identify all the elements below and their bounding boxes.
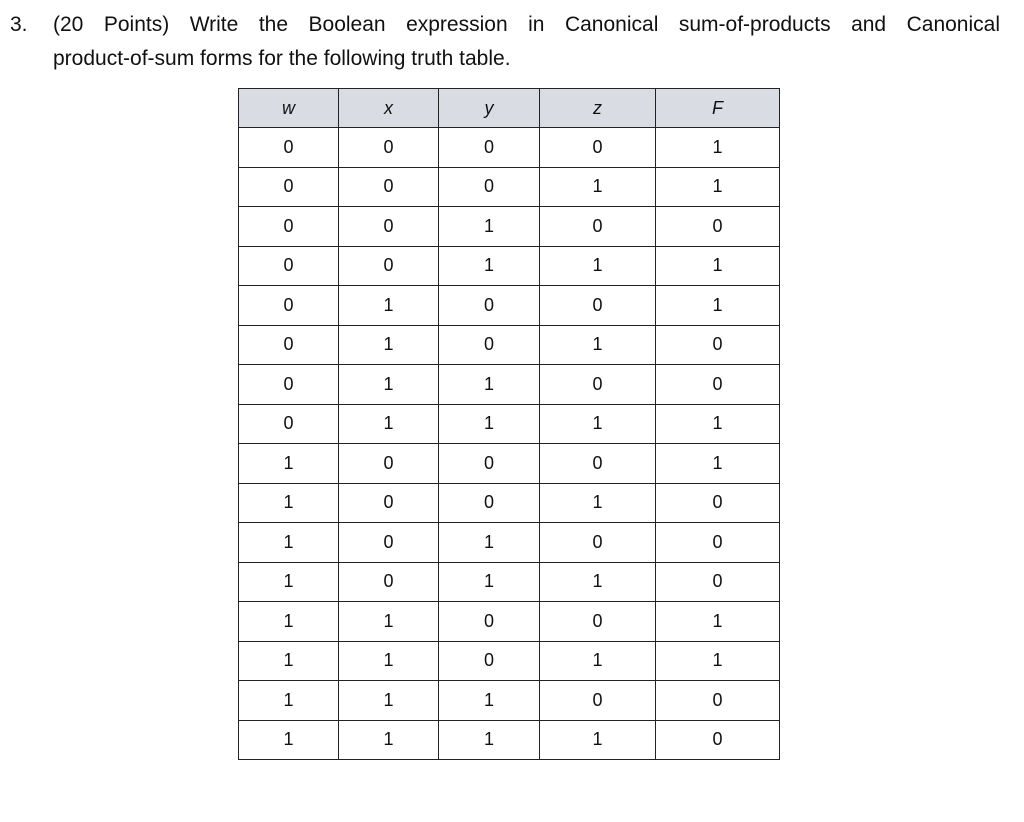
table-cell: 0 <box>439 641 540 681</box>
table-cell: 0 <box>656 562 780 602</box>
table-cell: 0 <box>339 246 439 286</box>
table-cell: 1 <box>540 641 656 681</box>
table-cell: 0 <box>339 562 439 602</box>
table-cell: 0 <box>339 523 439 563</box>
table-row <box>239 444 780 484</box>
table-cell: 1 <box>239 641 339 681</box>
table-cell: 0 <box>540 523 656 563</box>
table-row <box>239 562 780 602</box>
table-cell: 1 <box>656 641 780 681</box>
table-cell: 1 <box>656 246 780 286</box>
table-cell: 1 <box>439 681 540 721</box>
table-cell: 0 <box>439 286 540 326</box>
table-cell: 1 <box>439 246 540 286</box>
table-cell: 1 <box>339 365 439 405</box>
table-cell: 0 <box>439 602 540 642</box>
table-cell: 0 <box>239 207 339 247</box>
table-cell: 0 <box>339 207 439 247</box>
truth-table-body <box>239 128 780 760</box>
table-cell: 1 <box>540 167 656 207</box>
table-row <box>239 246 780 286</box>
table-cell: 1 <box>656 128 780 168</box>
table-cell: 1 <box>239 720 339 760</box>
table-cell: 1 <box>656 404 780 444</box>
table-cell: 0 <box>656 720 780 760</box>
table-cell: 0 <box>540 286 656 326</box>
table-cell: 1 <box>239 444 339 484</box>
table-cell: 0 <box>239 404 339 444</box>
table-row <box>239 720 780 760</box>
table-row <box>239 325 780 365</box>
table-cell: 1 <box>540 325 656 365</box>
table-cell: 0 <box>439 325 540 365</box>
column-header-1: x <box>339 89 439 128</box>
table-cell: 1 <box>239 523 339 563</box>
table-row <box>239 167 780 207</box>
table-cell: 1 <box>540 562 656 602</box>
table-cell: 1 <box>239 562 339 602</box>
table-cell: 1 <box>239 681 339 721</box>
table-cell: 0 <box>540 681 656 721</box>
table-cell: 0 <box>339 483 439 523</box>
table-cell: 1 <box>540 404 656 444</box>
table-cell: 0 <box>239 167 339 207</box>
table-cell: 1 <box>339 325 439 365</box>
table-row <box>239 207 780 247</box>
table-cell: 0 <box>656 365 780 405</box>
question-number: 3. <box>10 13 28 36</box>
table-cell: 0 <box>656 523 780 563</box>
table-cell: 0 <box>239 286 339 326</box>
table-cell: 0 <box>239 325 339 365</box>
table-cell: 0 <box>540 444 656 484</box>
question-text <box>53 8 1000 76</box>
table-cell: 1 <box>540 246 656 286</box>
table-cell: 0 <box>239 246 339 286</box>
table-cell: 1 <box>239 483 339 523</box>
table-cell: 0 <box>339 167 439 207</box>
truth-table-header-row <box>239 89 780 128</box>
table-cell: 1 <box>339 720 439 760</box>
table-cell: 0 <box>339 128 439 168</box>
column-header-4: F <box>656 89 780 128</box>
table-cell: 1 <box>439 365 540 405</box>
column-header-0: w <box>239 89 339 128</box>
table-cell: 0 <box>439 128 540 168</box>
table-row <box>239 128 780 168</box>
table-cell: 1 <box>339 681 439 721</box>
table-row <box>239 681 780 721</box>
table-cell: 0 <box>540 365 656 405</box>
table-cell: 1 <box>339 404 439 444</box>
table-cell: 0 <box>439 483 540 523</box>
column-header-2: y <box>439 89 540 128</box>
question-text-line-1: (20 Points) Write the Boolean expression in Canonical sum-of-products and Canonical <box>53 13 1000 36</box>
table-cell: 1 <box>439 404 540 444</box>
table-cell: 1 <box>439 207 540 247</box>
table-cell: 0 <box>656 325 780 365</box>
table-cell: 1 <box>239 602 339 642</box>
table-cell: 1 <box>540 720 656 760</box>
column-header-3: z <box>540 89 656 128</box>
table-cell: 1 <box>339 602 439 642</box>
table-cell: 0 <box>540 128 656 168</box>
table-row <box>239 523 780 563</box>
question-text-line-2: product-of-sum forms for the following truth table. <box>53 47 511 70</box>
table-cell: 0 <box>439 444 540 484</box>
table-cell: 0 <box>656 681 780 721</box>
table-cell: 1 <box>540 483 656 523</box>
table-row <box>239 602 780 642</box>
table-row <box>239 365 780 405</box>
table-cell: 1 <box>656 167 780 207</box>
table-cell: 0 <box>540 602 656 642</box>
table-row <box>239 404 780 444</box>
table-cell: 1 <box>656 602 780 642</box>
table-cell: 0 <box>439 167 540 207</box>
table-cell: 1 <box>439 720 540 760</box>
table-cell: 0 <box>239 365 339 405</box>
table-cell: 0 <box>656 207 780 247</box>
table-cell: 0 <box>239 128 339 168</box>
table-cell: 1 <box>656 444 780 484</box>
table-row <box>239 641 780 681</box>
table-row <box>239 483 780 523</box>
table-cell: 0 <box>656 483 780 523</box>
table-cell: 0 <box>339 444 439 484</box>
question-block <box>10 8 1000 76</box>
table-row <box>239 286 780 326</box>
table-cell: 1 <box>439 523 540 563</box>
truth-table <box>238 88 780 760</box>
table-cell: 1 <box>656 286 780 326</box>
table-cell: 1 <box>339 286 439 326</box>
table-cell: 1 <box>339 641 439 681</box>
table-cell: 0 <box>540 207 656 247</box>
table-cell: 1 <box>439 562 540 602</box>
